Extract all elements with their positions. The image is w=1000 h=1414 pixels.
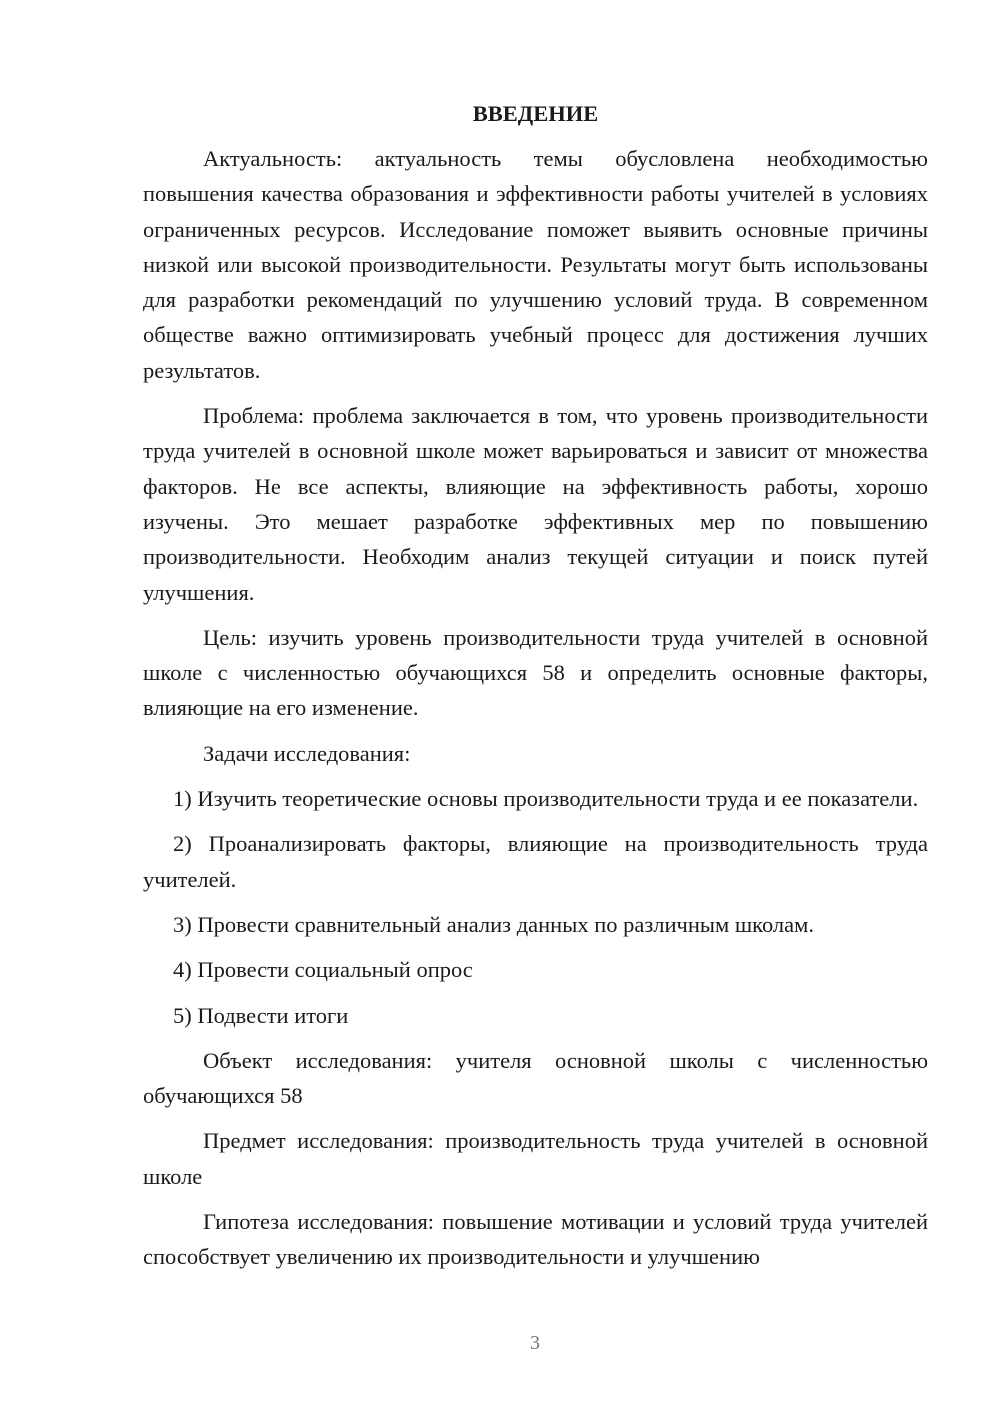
page-number: 3 [530,1332,540,1354]
task-item-2: 2) Проанализировать факторы, влияющие на производительность труда учителей. [143,831,928,892]
paragraph-problem: Проблема: проблема заключается в том, что уровень производительности труда учителей в основной школе может варьироваться и зависит от множества факторов. Не все аспекты, влияющие на эффективность работы, хорошо изучены. Это мешает разработке эффективных мер по повышению производительности. Необходим анализ текущей ситуации и поиск путей улучшения. [143,403,928,605]
task-item-4: 4) Провести социальный опрос [173,957,473,983]
paragraph-goal: Цель: изучить уровень производительности труда учителей в основной школе с численностью обучающихся 58 и определить основные факторы, влияющие на его изменение. [143,624,928,721]
paragraph-relevance: Актуальность: актуальность темы обусловлена необходимостью повышения качества образования и эффективности работы учителей в условиях ограниченных ресурсов. Исследование поможет выявить основные причины низкой или высокой производительности. Результаты могут быть использованы для разработки рекомендаций по улучшению условий труда. В современном обществе важно оптимизировать учебный процесс для достижения лучших результатов. [143,146,928,383]
task-item-3: 3) Провести сравнительный анализ данных по различным школам. [173,911,814,937]
page-content [143,96,928,1285]
paragraph-subject: Предмет исследования: производительность труда учителей в основной школе [143,1128,928,1189]
task-item-5: 5) Подвести итоги [173,1002,349,1028]
paragraph-object: Объект исследования: учителя основной школы с численностью обучающихся 58 [143,1047,928,1109]
section-title: ВВЕДЕНИЕ [472,101,599,126]
paragraph-hypothesis: Гипотеза исследования: повышение мотивации и условий труда учителей способствует увеличению их производительности и улучшению [143,1209,928,1270]
paragraph-tasks-heading: Задачи исследования: [203,740,411,766]
task-item-1: 1) Изучить теоретические основы производительности труда и ее показатели. [173,786,919,812]
